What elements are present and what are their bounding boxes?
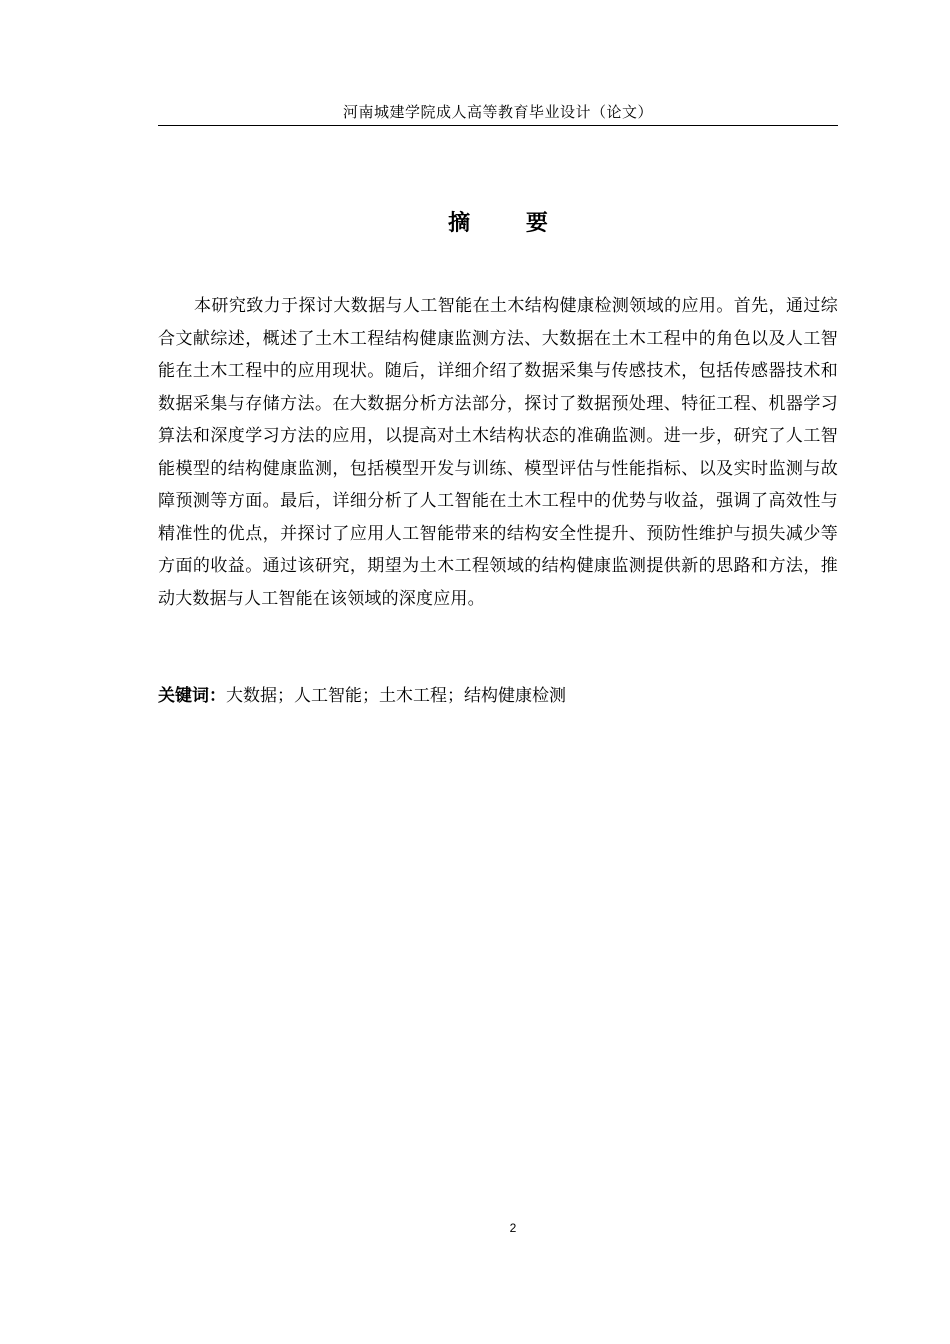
running-header: 河南城建学院成人高等教育毕业设计（论文） bbox=[342, 103, 653, 121]
keywords-value: 大数据；人工智能；土木工程；结构健康检测 bbox=[226, 686, 566, 706]
header-divider bbox=[158, 125, 838, 126]
keywords-line bbox=[158, 680, 838, 712]
page-number: 2 bbox=[509, 1221, 517, 1235]
abstract-heading: 摘 要 bbox=[448, 211, 572, 236]
keywords-label: 关键词： bbox=[158, 686, 226, 706]
abstract-body: 本研究致力于探讨大数据与人工智能在土木结构健康检测领域的应用。首先，通过综合文献综述，概述了土木工程结构健康监测方法、大数据在土木工程中的角色以及人工智能在土木工程中的应用现状。随后，详细介绍了数据采集与传感技术，包括传感器技术和数据采集与存储方法。在大数据分析方法部分，探讨了数据预处理、特征工程、机器学习算法和深度学习方法的应用，以提高对土木结构状态的准确监测。进一步，研究了人工智能模型的结构健康监测，包括模型开发与训练、模型评估与性能指标、以及实时监测与故障预测等方面。最后，详细分析了人工智能在土木工程中的优势与收益，强调了高效性与精准性的优点，并探讨了应用人工智能带来的结构安全性提升、预防性维护与损失减少等方面的收益。通过该研究，期望为土木工程领域的结构健康监测提供新的思路和方法，推动大数据与人工智能在该领域的深度应用。 bbox=[158, 296, 838, 609]
